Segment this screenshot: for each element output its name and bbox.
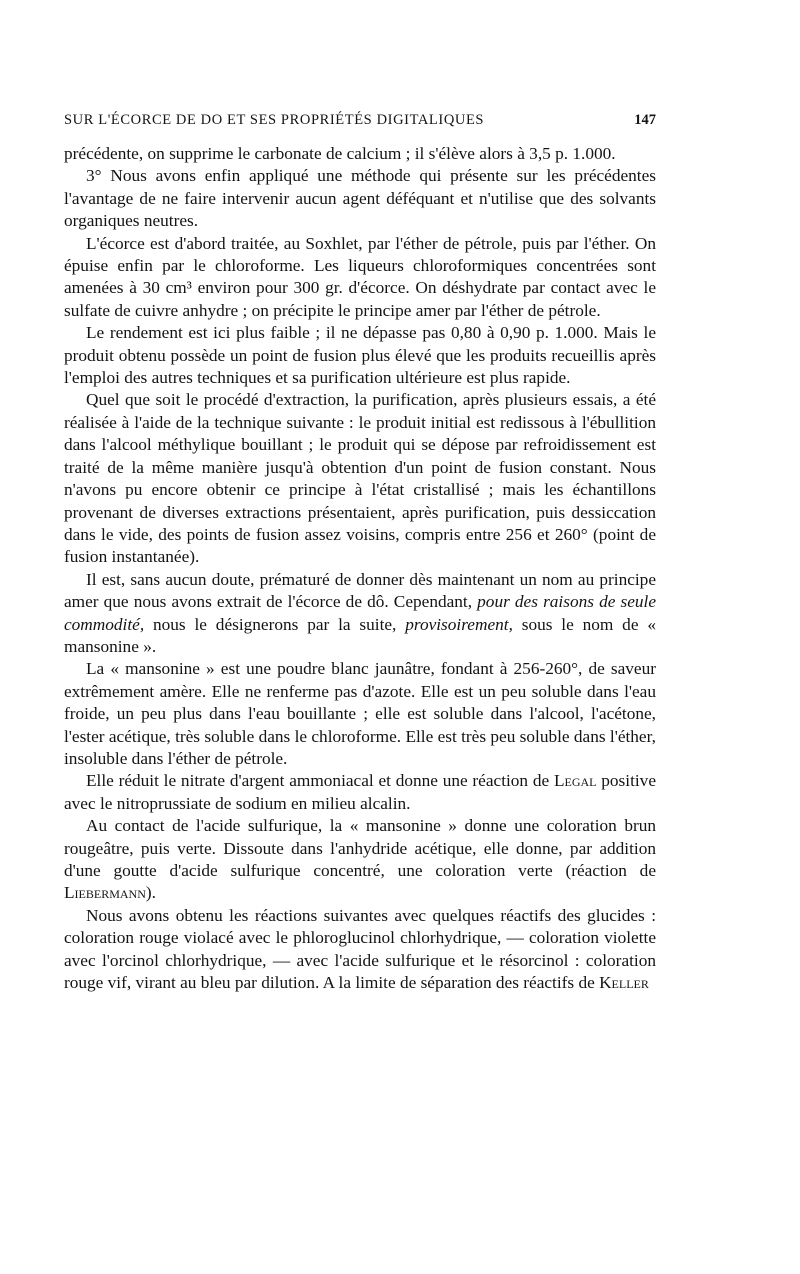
text-run: Elle réduit le nitrate d'argent ammoniacal et donne une réaction de bbox=[86, 771, 554, 791]
italic-phrase: pour des raisons de seule commodité, bbox=[64, 592, 657, 634]
italic-phrase: provisoirement, bbox=[405, 614, 513, 634]
running-header bbox=[64, 112, 656, 129]
text-run: Au contact de l'acide sulfurique, la « mansonine » donne une coloration brun rougeâtre, puis verte. Dissoute dans l'anhydride acétique, elle donne, par addition d'une goutte d'acide sulfurique concentré, une coloration verte (réaction de bbox=[64, 816, 656, 880]
text-run: ). bbox=[145, 883, 156, 903]
paragraph: Le rendement est ici plus faible ; il ne dépasse pas 0,80 à 0,90 p. 1.000. Mais le produit obtenu possède un point de fusion plus élevé que les produits recueillis après l'emploi des autres techniques et sa purification ultérieure est plus rapide. bbox=[64, 323, 656, 388]
paragraph bbox=[64, 770, 656, 815]
text-run: Il est, sans aucun doute, prématuré de donner dès maintenant un nom au principe amer que nous avons extrait de l'écorce de dô. Cependant, bbox=[64, 569, 656, 612]
author-name: Liebermann bbox=[64, 883, 146, 903]
paragraph: 3° Nous avons enfin appliqué une méthode qui présente sur les précédentes l'avantage de ne faire intervenir aucun agent déféquant et n'utilise que des solvants organiques neutres. bbox=[64, 166, 656, 231]
text-run: positive avec le nitroprussiate de sodium en milieu alcalin. bbox=[64, 771, 656, 813]
text-run: Nous avons obtenu les réactions suivantes avec quelques réactifs des glucides : coloration rouge violacé avec le phloroglucinol chlorhydrique, — coloration violette avec l'orcinol chlorhydrique, — avec l'acide sulfurique et le résorcinol : coloration rouge vif, virant au bleu par dilution. A la limite de séparation des réactifs de bbox=[64, 905, 656, 993]
paragraph: L'écorce est d'abord traitée, au Soxhlet, par l'éther de pétrole, puis par l'éther. On épuise enfin par le chloroforme. Les liqueurs chloroformiques concentrées sont amenées à 30 cm³ environ pour 300 gr. d'écorce. On déshydrate par contact avec le sulfate de cuivre anhydre ; on précipite le principe amer par l'éther de pétrole. bbox=[64, 233, 656, 320]
paragraph bbox=[64, 569, 656, 659]
paragraph bbox=[64, 815, 656, 905]
author-name: Keller bbox=[599, 973, 649, 993]
text-run: nous le désignerons par la suite, bbox=[144, 614, 406, 634]
document-page bbox=[64, 112, 656, 994]
running-title: SUR L'ÉCORCE DE DO ET SES PROPRIÉTÉS DIGITALIQUES bbox=[64, 112, 485, 128]
paragraph bbox=[64, 905, 656, 995]
body-text bbox=[64, 143, 656, 994]
paragraph: La « mansonine » est une poudre blanc jaunâtre, fondant à 256-260°, de saveur extrêmement amère. Elle ne renferme pas d'azote. Elle est un peu soluble dans l'eau froide, un peu plus dans l'eau bouillante ; elle est soluble dans l'alcool, l'acétone, l'ester acétique, très soluble dans le chloroforme. Elle est très peu soluble dans l'éther, insoluble dans l'éther de pétrole. bbox=[64, 659, 656, 768]
text-run: sous le nom de « mansonine ». bbox=[64, 614, 656, 656]
author-name: Legal bbox=[553, 771, 597, 791]
page-number: 147 bbox=[634, 112, 656, 128]
paragraph: Quel que soit le procédé d'extraction, la purification, après plusieurs essais, a été réalisée à l'aide de la technique suivante : le produit initial est redissous à l'ébullition dans l'alcool méthylique bouillant ; le produit qui se dépose par refroidissement est traité de la même manière jusqu'à obtention d'un point de fusion constant. Nous n'avons pu encore obtenir ce principe à l'état cristallisé ; mais les échantillons provenant de diverses extractions présentaient, après purification, puis dessiccation dans le vide, des points de fusion assez voisins, compris entre 256 et 260° (point de fusion instantanée). bbox=[64, 390, 656, 567]
paragraph: précédente, on supprime le carbonate de calcium ; il s'élève alors à 3,5 p. 1.000. bbox=[64, 144, 616, 163]
